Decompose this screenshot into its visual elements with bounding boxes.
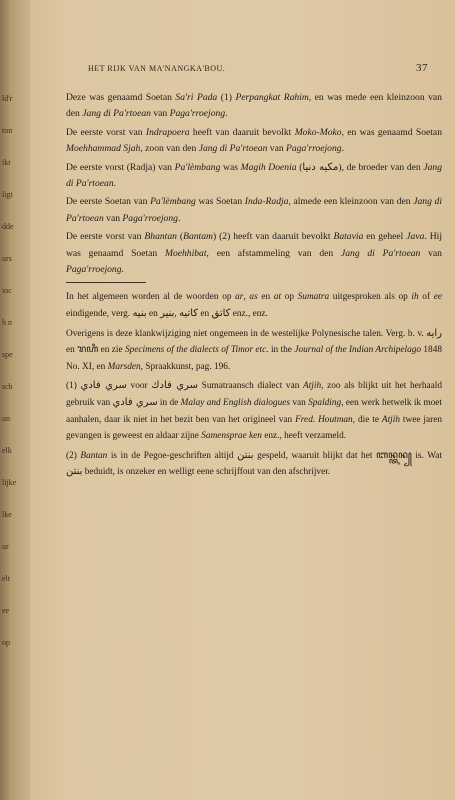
- italic-term: as: [249, 292, 258, 303]
- text-run: (1): [66, 381, 81, 392]
- italic-term: ee: [433, 292, 442, 303]
- text-run: gespeld, waaruit blijkt dat het: [253, 450, 376, 461]
- italic-term: Jang di Pa'rtoean: [82, 108, 151, 120]
- text-run: of: [418, 292, 434, 303]
- text-run: op: [281, 292, 298, 303]
- italic-term: Spalding: [308, 398, 342, 409]
- italic-term: Paga'rroejong: [66, 264, 122, 276]
- text-run: (: [176, 231, 184, 243]
- text-run: .: [113, 178, 117, 190]
- body-paragraph: [66, 160, 442, 193]
- book-page: [30, 0, 455, 800]
- margin-fragment: lke: [2, 510, 12, 519]
- text-run: beduidt, is onzeker en welligt eene schrijffout van den afschrijver.: [82, 467, 331, 478]
- script-word: ꦧꦤ꧀ꦠꦤ꧀: [375, 449, 412, 461]
- italic-term: Moehhibat: [164, 247, 207, 259]
- text-run: , en was genaamd Soetan: [341, 126, 442, 138]
- script-word: رايه: [426, 327, 442, 339]
- text-run: voor: [126, 381, 152, 392]
- text-run: enz., enz.: [230, 309, 268, 320]
- text-run: .: [225, 108, 228, 120]
- footnote-paragraph: [66, 326, 442, 376]
- italic-term: Jang di Pa'rtoean: [340, 247, 421, 259]
- script-word: بنتن: [237, 449, 254, 461]
- body-paragraph: [66, 194, 442, 227]
- margin-fragment: h n: [2, 318, 12, 327]
- script-word: بنتن: [66, 466, 83, 478]
- text-run: Overigens is deze klankwijziging niet ongemeen in de westelijke Polynesische talen. Verg. b. v.: [66, 328, 427, 339]
- text-run: van: [267, 143, 287, 155]
- text-run: ) (2) heeft van daaruit bevolkt: [212, 231, 334, 243]
- italic-term: Jang di Pa'rtoean: [66, 196, 442, 224]
- text-run: in de: [157, 398, 181, 409]
- italic-term: Paga'rroejong: [286, 143, 342, 155]
- italic-term: Samensprae ken: [201, 431, 262, 442]
- text-run: , een werk hetwelk ik moet aanhalen, daar ik niet in het bezit ben van het origineel van: [66, 398, 443, 425]
- italic-term: Java: [406, 231, 425, 243]
- body-paragraph: [66, 90, 442, 123]
- margin-fragment: ioc: [2, 286, 12, 295]
- text-run: en: [66, 345, 78, 356]
- italic-term: Specimens of the dialects of Timor etc.: [125, 345, 269, 356]
- margin-fragment: elk: [2, 446, 12, 455]
- running-header: [88, 64, 428, 73]
- text-run: , Spraakkunst, pag. 196.: [140, 361, 231, 372]
- italic-term: Atjih: [381, 414, 400, 425]
- text-run: , almede een kleinzoon van den: [288, 196, 414, 208]
- italic-term: Malay and English dialogues: [180, 398, 290, 409]
- text-run: De eerste Soetan van: [66, 196, 151, 208]
- text-run: , en was mede een kleinzoon van den: [66, 92, 442, 120]
- margin-fragment: un: [2, 414, 10, 423]
- italic-term: Jang di Pa'rtoean: [66, 161, 442, 190]
- text-run: in the: [268, 345, 295, 356]
- footnote-paragraph: [66, 289, 442, 322]
- text-run: heeft van daaruit bevolkt: [189, 126, 295, 138]
- italic-term: Moko-Moko: [294, 126, 342, 138]
- script-word: مكيه دنيا: [302, 161, 339, 173]
- text-run: enz., heeft verzameld.: [261, 431, 347, 442]
- text-run: (: [296, 161, 303, 173]
- margin-fragment: ton: [2, 126, 13, 135]
- text-run: Deze was genaamd Soetan: [66, 92, 176, 103]
- body-paragraph: [66, 229, 442, 278]
- italic-term: Jang di Pa'rtoean: [198, 143, 268, 155]
- text-run: was Soetan: [195, 196, 245, 208]
- text-run: was: [220, 161, 241, 173]
- text-run: en: [257, 292, 274, 303]
- script-word: ꦫꦲꦶ: [77, 344, 99, 356]
- text-run: , die te: [352, 414, 382, 425]
- italic-term: Pa'lèmbang: [174, 161, 221, 173]
- footnote-paragraph: [66, 448, 442, 481]
- margin-fragment: urs: [2, 254, 12, 263]
- italic-term: Bantan: [80, 450, 108, 461]
- italic-term: Bantam: [183, 231, 213, 243]
- text-run: van: [103, 212, 123, 224]
- text-run: van: [289, 398, 309, 409]
- script-word: كاتق: [211, 308, 231, 320]
- text-run: en: [198, 309, 212, 320]
- italic-term: Journal of the Indian Archipelago: [294, 345, 422, 356]
- margin-fragment: ee: [2, 606, 10, 615]
- main-text: [66, 90, 442, 278]
- text-run: .: [121, 264, 124, 276]
- text-run: en: [146, 309, 161, 320]
- script-word: سري فادي: [112, 397, 158, 409]
- margin-fragment: ur: [2, 542, 9, 551]
- italic-term: Marsden: [107, 361, 141, 372]
- italic-term: Paga'rroejong: [122, 212, 178, 224]
- text-run: ,: [174, 309, 180, 320]
- text-run: (1): [217, 92, 236, 103]
- text-run: 1848 No. XI, en: [66, 345, 442, 372]
- italic-term: Perpangkat Rahim: [235, 92, 309, 103]
- running-title: HET RIJK VAN MA'NANGKA'BOU.: [88, 64, 226, 73]
- text-run: en zie: [98, 345, 125, 356]
- margin-fragment: ld'r: [2, 94, 13, 103]
- italic-term: Batavia: [333, 231, 364, 243]
- script-word: بنيه: [132, 308, 147, 320]
- italic-term: Pa'lèmbang: [150, 196, 196, 208]
- text-run: eindigende, verg.: [66, 309, 133, 320]
- page-text: [66, 90, 442, 484]
- italic-term: Sa'ri Pada: [175, 92, 218, 103]
- text-run: (2): [66, 450, 81, 461]
- italic-term: Atjih: [303, 381, 322, 392]
- italic-term: Magih Doenia: [240, 161, 297, 173]
- script-word: كاتيه: [179, 308, 199, 320]
- footnote-paragraph: [66, 378, 442, 444]
- italic-term: ih: [411, 292, 419, 303]
- text-run: van: [420, 247, 442, 259]
- text-run: ,: [243, 292, 250, 303]
- script-word: سري فادك: [151, 380, 199, 392]
- text-run: In het algemeen worden al de woorden op: [66, 292, 236, 303]
- text-run: is in de Pegoe-geschriften altijd: [107, 450, 238, 461]
- margin-fragment: lijke: [2, 478, 17, 487]
- page-number: 37: [416, 62, 428, 74]
- text-run: .: [177, 212, 181, 224]
- text-run: , zoo als blijkt uit het herhaald gebruik van: [66, 381, 442, 409]
- margin-fragment: op: [2, 638, 10, 647]
- text-run: uitgesproken als op: [329, 292, 412, 303]
- text-run: De eerste vorst van: [66, 126, 146, 138]
- italic-term: Fred. Houtman: [295, 414, 353, 425]
- italic-term: at: [273, 292, 282, 303]
- italic-term: Moehhammad Sjah: [66, 143, 141, 155]
- book-spine: [0, 0, 30, 800]
- text-run: .: [341, 143, 344, 155]
- text-run: twee jaren gevangen is geweest en aldaar zijne: [66, 414, 442, 442]
- footnotes: [66, 289, 442, 481]
- text-run: De eerste vorst (Radja) van: [66, 161, 175, 173]
- margin-fragment: elt: [2, 574, 10, 583]
- italic-term: Paga'rroejong: [169, 108, 226, 120]
- italic-term: Inda-Radja: [244, 196, 289, 208]
- italic-term: Bhantan: [144, 231, 177, 243]
- text-run: Sumatraansch dialect van: [198, 381, 304, 392]
- margin-fragment: dde: [2, 222, 14, 231]
- text-run: ), de broeder van den: [338, 161, 424, 173]
- italic-term: Indrapoera: [145, 126, 190, 138]
- footnote-rule: [66, 282, 146, 283]
- italic-term: Sumatra: [297, 292, 330, 303]
- script-word: بنير: [160, 308, 175, 320]
- text-run: De eerste vorst van: [66, 231, 145, 243]
- script-word: سري فادي: [80, 380, 127, 392]
- margin-fragment: sch: [2, 382, 13, 391]
- text-run: van: [150, 108, 170, 120]
- italic-term: ar: [235, 292, 244, 303]
- margin-fragment: ikt: [2, 158, 11, 167]
- text-run: en geheel: [363, 231, 407, 243]
- body-paragraph: [66, 125, 442, 158]
- text-run: is. Wat: [411, 450, 442, 461]
- text-run: , zoon van den: [140, 143, 199, 155]
- margin-fragment: ligt: [2, 190, 13, 199]
- text-run: . Hij was genaamd Soetan: [66, 231, 442, 259]
- margin-fragment: spe: [2, 350, 13, 359]
- text-run: , een afstammeling van den: [206, 247, 341, 259]
